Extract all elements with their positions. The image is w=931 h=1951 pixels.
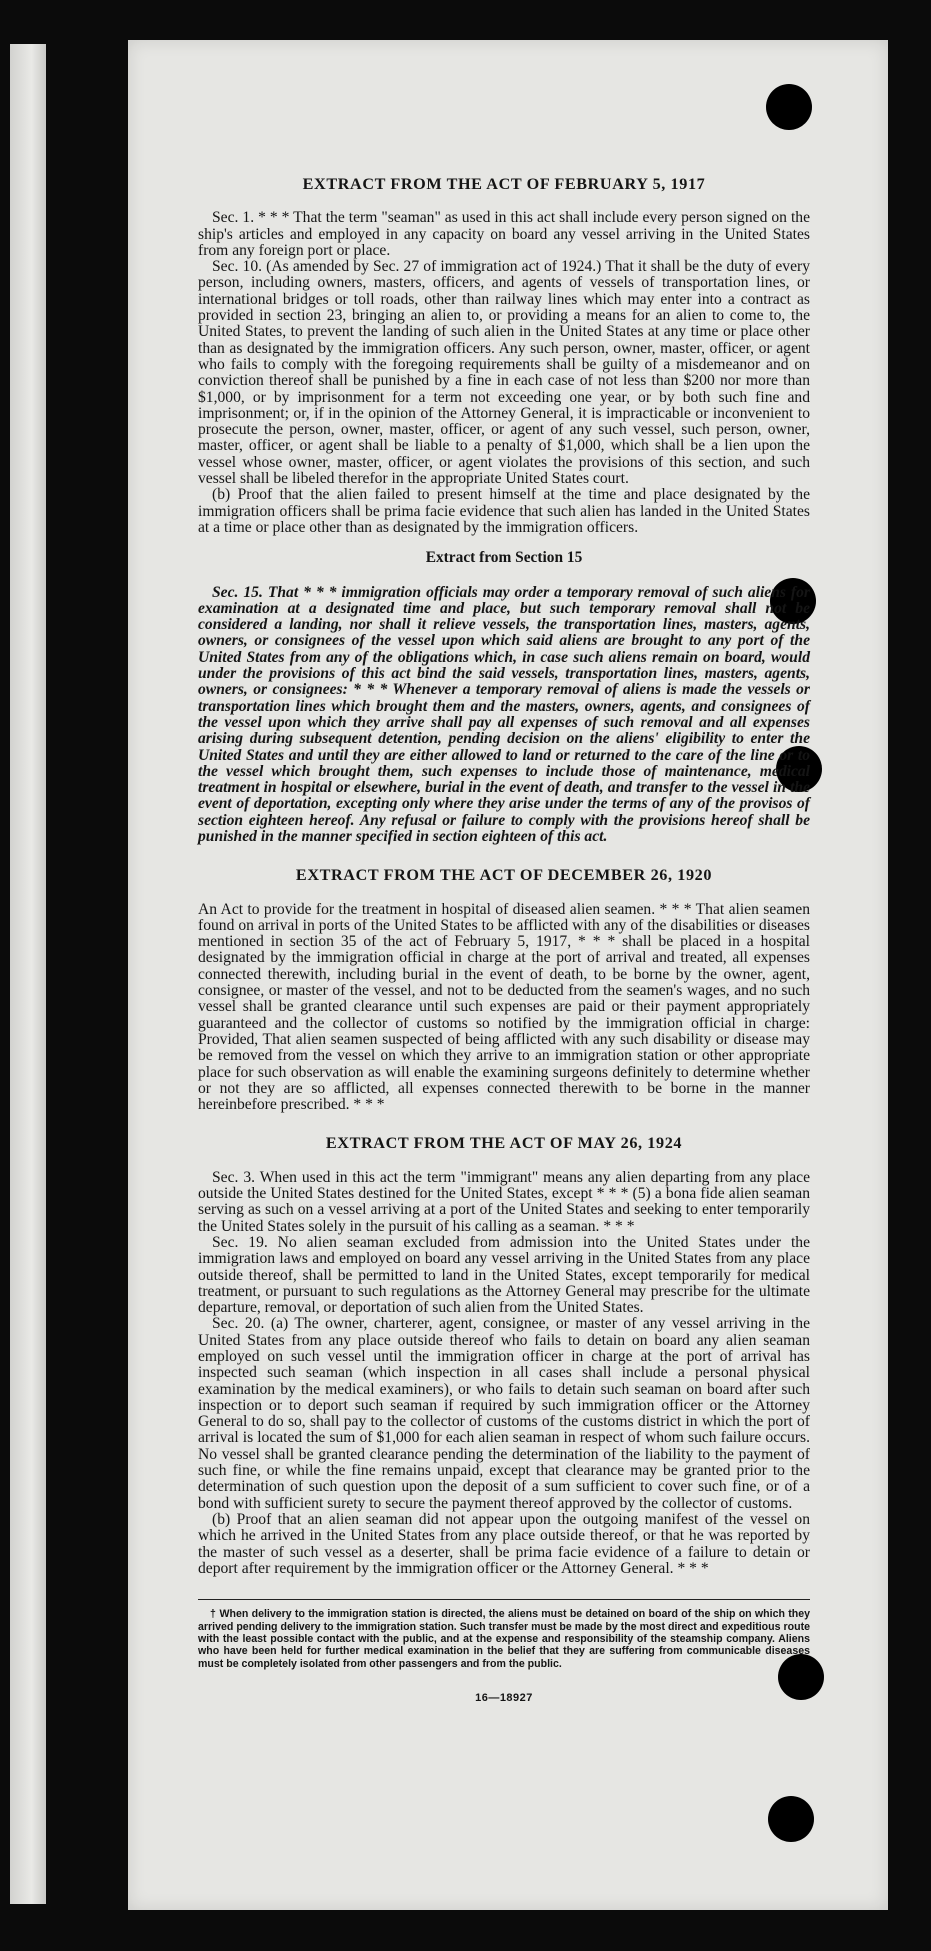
paragraph-sec-10: Sec. 10. (As amended by Sec. 27 of immigration act of 1924.) That it shall be the duty of every person, including owners, masters, officers, and agents of vessels of transportation lines, or international bridges or toll roads, other than railway lines which may enter into a contract as provided in section 23, bringing an alien to, or providing a means for an alien to come to, the United States, to prevent the landing of such alien in the United States at any time or place other than as designated by the immigration officers. Any such person, owner, master, officer, or agent who fails to comply with the foregoing requirements shall be guilty of a misdemeanor and on conviction thereof shall be punished by a fine in each case of not less than $200 nor more than $1,000, or by imprisonment for a term not exceeding one year, or by both such fine and imprisonment; or, if in the opinion of the Attorney General, it is impracticable or inconvenient to prosecute the person, owner, master, officer, or agent of any such vessel, such person, owner, master, officer, or agent shall be liable to a penalty of $1,000, which shall be a lien upon the vessel whose owner, master, officer, or agent violates the provisions of this section, and such vessel shall be libeled therefor in the appropriate United States court. [198,258,810,488]
footnote: † When delivery to the immigration station is directed, the aliens must be detained on board of the ship on which they arrived pending delivery to the immigration station. Such transfer must be made by the most direct and expeditious route with the least possible contact with the public, and at the expense and responsibility of the steamship company. Aliens who have been held for further medical examination in the belief that they are suffering from communicable diseases must be completely isolated from other passengers and from the public. [198,1608,810,1670]
paragraph-sec-20-a: Sec. 20. (a) The owner, charterer, agent, consignee, or master of any vessel arriving in the United States from any place outside thereof who fails to detain on board any alien seaman employed on such vessel until the immigration officer in charge at the port of arrival has inspected such seaman (which inspection in all cases shall include a personal physical examination by the medical examiners), or who fails to detain such seaman on board after such inspection or to deport such seaman if required by such immigration officer or the Attorney General to do so, shall pay to the collector of customs of the customs district in which the port of arrival is located the sum of $1,000 for each alien seaman in respect of whom such failure occurs. No vessel shall be granted clearance pending the determination of the liability to the payment of such fine, or while the fine remains unpaid, except that clearance may be granted prior to the determination of such question upon the deposit of a sum sufficient to cover such fine, or of a bond with sufficient surety to secure the payment thereof approved by the collector of customs. [198,1315,810,1512]
page-number: 16—18927 [475,1692,533,1705]
heading-act-1917: EXTRACT FROM THE ACT OF FEBRUARY 5, 1917 [302,175,706,193]
paragraph-sec-15: Sec. 15. That * * * immigration officials may order a temporary removal of such aliens for examination at a designated time and place, but such temporary removal shall not be considered a landing, nor shall it relieve vessels, the transportation lines, masters, agents, owners, or consignees of the vessel upon which said aliens are brought to any port of the United States from any of the obligations which, in case such aliens remain on board, would under the provisions of this act bind the said vessels, transportation lines, masters, agents, owners, or consignees: * * * Whenever a temporary removal of aliens is made the vessels or transportation lines which brought them and the masters, owners, agents, and consignees of the vessel upon which they arrive shall pay all expenses of such removal and all expenses arising during subsequent detention, pending decision on the aliens' eligibility to enter the United States and until they are either allowed to land or returned to the care of the line or to the vessel which brought them, such expenses to include those of maintenance, medical treatment in hospital or elsewhere, burial in the event of death, and transfer to the vessel in the event of deportation, excepting only where they arise under the terms of any of the provisos of section eighteen hereof. Any refusal or failure to comply with the provisions hereof shall be punished in the manner specified in section eighteen of this act. [198,583,810,845]
punch-hole [766,84,812,130]
punch-hole [768,1796,814,1842]
paragraph-sec-19: Sec. 19. No alien seaman excluded from admission into the United States under the immigration laws and employed on board any vessel arriving in the United States from any place outside thereof, shall be permitted to land in the United States, except temporarily for medical treatment, or pursuant to such regulations as the Attorney General may prescribe for the ultimate departure, removal, or deportation of such alien from the United States. [198,1233,810,1317]
subheading-section-15: Extract from Section 15 [425,549,583,567]
heading-act-1920: EXTRACT FROM THE ACT OF DECEMBER 26, 1920 [295,866,713,885]
footnote-divider [198,1599,810,1600]
paragraph-act-1920: An Act to provide for the treatment in hospital of diseased alien seamen. * * * That alien seamen found on arrival in ports of the United States to be afflicted with any of the disabilities or diseases mentioned in section 35 of the act of February 5, 1917, * * * shall be placed in a hospital designated by the immigration official in charge at the port of arrival and treated, all expenses connected therewith, including burial in the event of death, to be borne by the owner, agent, consignee, or master of the vessel, and not to be deducted from the seamen's wages, and no such vessel shall be granted clearance until such expenses are paid or their payment appropriately guaranteed and the collector of customs so notified by the immigration official in charge: Provided, That alien seamen suspected of being afflicted with any such disability or disease may be removed from the vessel on which they arrive to an immigration station or other appropriate place for such observation as will enable the examining surgeons definitely to determine whether or not they are so afflicted, all expenses connected therewith to be borne in the manner hereinbefore prescribed. * * * [198,900,810,1114]
section-15-extract [198,585,810,846]
document-page [128,40,888,1910]
paragraph-sec-20-b: (b) Proof that an alien seaman did not appear upon the outgoing manifest of the vessel on which he arrived in the United States from any place outside thereof, or that he was reported by the master of such vessel as a deserter, shall be prima facie evidence of a failure to detain or deport after requirement by the immigration officer or the Attorney General. * * * [198,1510,810,1577]
paragraph-sec-10-b: (b) Proof that the alien failed to present himself at the time and place designated by the immigration officers shall be prima facie evidence that such alien has landed in the United States at a time or place other than as designated by the immigration officers. [198,486,810,536]
paragraph-sec-1: Sec. 1. * * * That the term "seaman" as used in this act shall include every person signed on the ship's articles and employed in any capacity on board any vessel arriving in the United States from any foreign port or place. [198,209,810,259]
paragraph-sec-3: Sec. 3. When used in this act the term "immigrant" means any alien departing from any place outside the United States destined for the United States, except * * * (5) a bona fide alien seaman serving as such on a vessel arriving at a port of the United States and seeking to enter temporarily the United States solely in the pursuit of his calling as a seaman. * * * [198,1168,810,1235]
heading-act-1924: EXTRACT FROM THE ACT OF MAY 26, 1924 [325,1134,683,1153]
adjacent-page-edge [10,44,46,1904]
document-body [198,176,810,1706]
